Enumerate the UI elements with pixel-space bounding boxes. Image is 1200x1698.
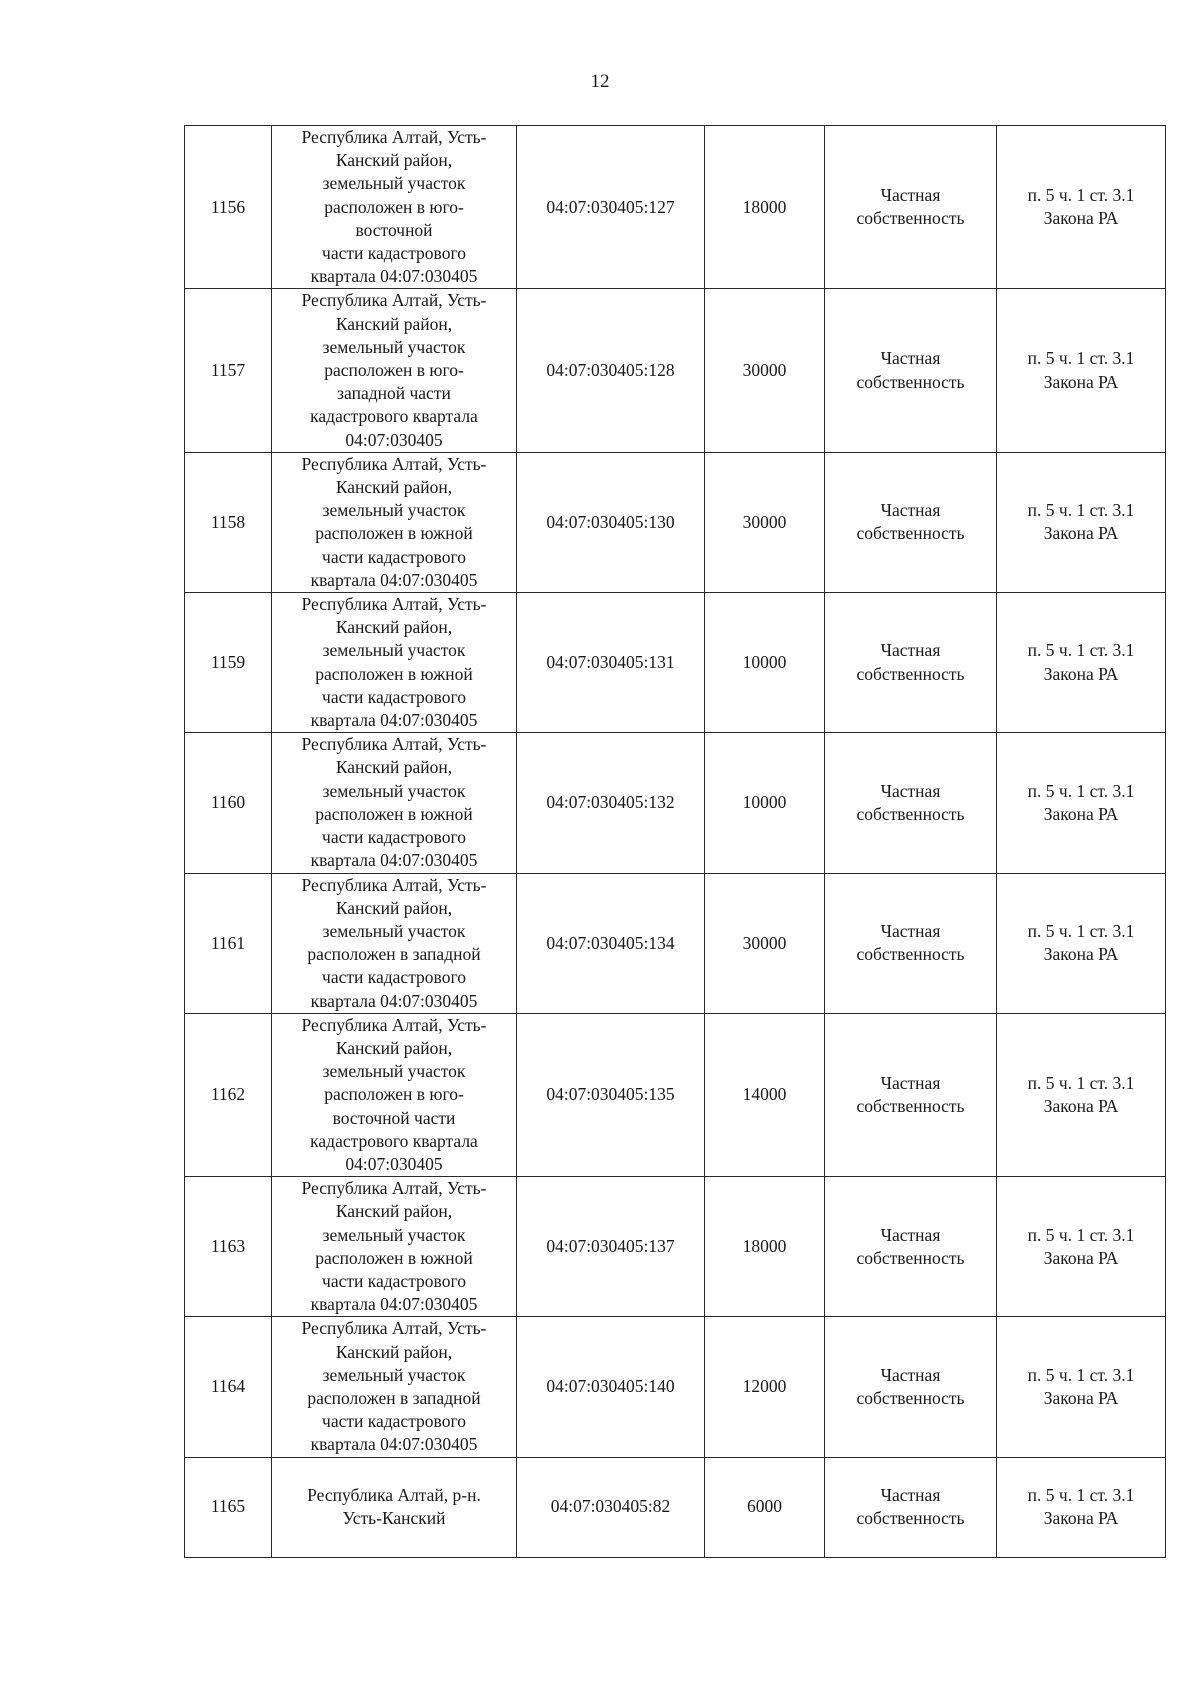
legal-basis-line: Закона РА [1043,208,1119,229]
ownership-line: Частная [880,1224,941,1245]
ownership-line: Частная [880,640,941,661]
address-line: земельный участок [322,500,466,521]
ownership-line: собственность [856,208,965,229]
address-line: земельный участок [322,1224,466,1245]
cadastral-number: 04:07:030405:128 [517,289,705,452]
ownership-line: собственность [856,1095,965,1116]
address-line: Республика Алтай, Усть- [301,874,487,895]
address-line: 04:07:030405 [345,1153,443,1174]
address-line: Канский район, [335,897,453,918]
address-cell [272,873,517,1013]
cadastral-number: 04:07:030405:132 [517,733,705,873]
address-line: земельный участок [322,920,466,941]
address-line: Республика Алтай, Усть- [301,290,487,311]
ownership-cell [825,873,997,1013]
cadastral-number: 04:07:030405:127 [517,126,705,289]
row-number: 1157 [185,289,272,452]
row-number: 1165 [185,1457,272,1557]
address-line: восточной части [332,1107,456,1128]
ownership-line: собственность [856,371,965,392]
legal-basis-line: Закона РА [1043,523,1119,544]
legal-basis-line: п. 5 ч. 1 ст. 3.1 [1027,920,1135,941]
address-line: Канский район, [335,150,453,171]
address-cell [272,1177,517,1317]
address-line: Канский район, [335,313,453,334]
row-number: 1156 [185,126,272,289]
address-cell [272,733,517,873]
ownership-line: собственность [856,1508,965,1529]
ownership-line: собственность [856,1247,965,1268]
ownership-line: собственность [856,1387,965,1408]
address-line: Канский район, [335,757,453,778]
address-line: Республика Алтай, Усть- [301,1318,487,1339]
address-line: расположен в юго- [324,360,464,381]
legal-basis-cell [997,873,1166,1013]
address-cell [272,1457,517,1557]
area-value: 6000 [705,1457,825,1557]
table-row [185,1013,1166,1176]
cadastral-number: 04:07:030405:140 [517,1317,705,1457]
cadastral-number: 04:07:030405:137 [517,1177,705,1317]
legal-basis-line: Закона РА [1043,1387,1119,1408]
table-row [185,1177,1166,1317]
ownership-line: Частная [880,920,941,941]
legal-basis-line: п. 5 ч. 1 ст. 3.1 [1027,780,1135,801]
area-value: 18000 [705,126,825,289]
row-number: 1160 [185,733,272,873]
legal-basis-line: п. 5 ч. 1 ст. 3.1 [1027,1224,1135,1245]
ownership-line: Частная [880,780,941,801]
table-row [185,289,1166,452]
address-line: Республика Алтай, Усть- [301,1178,487,1199]
cadastral-number: 04:07:030405:82 [517,1457,705,1557]
ownership-line: собственность [856,944,965,965]
row-number: 1158 [185,452,272,592]
address-line: квартала 04:07:030405 [310,990,478,1011]
ownership-cell [825,593,997,733]
land-plots-table [184,125,1166,1558]
legal-basis-line: п. 5 ч. 1 ст. 3.1 [1027,1072,1135,1093]
address-line: квартала 04:07:030405 [310,1294,478,1315]
cadastral-number: 04:07:030405:134 [517,873,705,1013]
cadastral-number: 04:07:030405:131 [517,593,705,733]
address-cell [272,593,517,733]
address-cell [272,1013,517,1176]
ownership-line: Частная [880,185,941,205]
area-value: 10000 [705,593,825,733]
ownership-cell [825,1177,997,1317]
address-line: 04:07:030405 [345,429,443,450]
legal-basis-cell [997,1013,1166,1176]
address-line: части кадастрового [322,1411,466,1432]
legal-basis-cell [997,452,1166,592]
address-line: квартала 04:07:030405 [310,850,478,871]
address-line: расположен в западной [307,944,481,965]
address-cell [272,126,517,289]
table-row [185,873,1166,1013]
address-line: части кадастрового [322,546,466,567]
row-number: 1163 [185,1177,272,1317]
legal-basis-line: п. 5 ч. 1 ст. 3.1 [1027,1364,1135,1385]
ownership-line: Частная [880,1484,941,1505]
ownership-cell [825,452,997,592]
address-line: расположен в юго- [324,1084,464,1105]
address-line: расположен в юго- [324,196,464,217]
table-row [185,452,1166,592]
address-line: восточной [355,219,433,240]
cadastral-number: 04:07:030405:135 [517,1013,705,1176]
address-line: земельный участок [322,336,466,357]
ownership-cell [825,733,997,873]
address-line: земельный участок [322,1364,466,1385]
legal-basis-cell [997,1317,1166,1457]
legal-basis-line: Закона РА [1043,1508,1119,1529]
address-line: Республика Алтай, Усть- [301,734,487,755]
ownership-line: Частная [880,348,941,369]
legal-basis-cell [997,733,1166,873]
address-line: земельный участок [322,640,466,661]
area-value: 30000 [705,873,825,1013]
ownership-line: Частная [880,1072,941,1093]
cadastral-number: 04:07:030405:130 [517,452,705,592]
address-line: расположен в южной [315,803,473,824]
legal-basis-line: п. 5 ч. 1 ст. 3.1 [1027,185,1135,205]
address-line: Республика Алтай, Усть- [301,1014,487,1035]
address-line: части кадастрового [322,686,466,707]
table-body [185,126,1166,1558]
address-line: части кадастрового [322,243,466,264]
address-line: кадастрового квартала [310,406,478,427]
table-row [185,1317,1166,1457]
address-line: Канский район, [335,1201,453,1222]
ownership-cell [825,126,997,289]
legal-basis-line: п. 5 ч. 1 ст. 3.1 [1027,348,1135,369]
table-row [185,593,1166,733]
address-line: квартала 04:07:030405 [310,266,478,287]
table-row [185,1457,1166,1557]
address-line: расположен в западной [307,1387,481,1408]
address-line: Республика Алтай, Усть- [301,453,487,474]
address-line: земельный участок [322,173,466,194]
ownership-line: собственность [856,523,965,544]
address-line: Канский район, [335,617,453,638]
address-line: части кадастрового [322,967,466,988]
ownership-cell [825,1317,997,1457]
area-value: 12000 [705,1317,825,1457]
legal-basis-line: п. 5 ч. 1 ст. 3.1 [1027,640,1135,661]
legal-basis-cell [997,126,1166,289]
address-cell [272,289,517,452]
address-line: Канский район, [335,1037,453,1058]
legal-basis-line: п. 5 ч. 1 ст. 3.1 [1027,1484,1135,1505]
legal-basis-line: Закона РА [1043,663,1119,684]
address-line: Республика Алтай, Усть- [301,594,487,615]
address-line: квартала 04:07:030405 [310,710,478,731]
table-row [185,733,1166,873]
address-line: квартала 04:07:030405 [310,569,478,590]
legal-basis-line: Закона РА [1043,371,1119,392]
address-line: части кадастрового [322,1270,466,1291]
legal-basis-cell [997,1177,1166,1317]
ownership-cell [825,1457,997,1557]
row-number: 1159 [185,593,272,733]
legal-basis-cell [997,593,1166,733]
address-line: расположен в южной [315,663,473,684]
address-line: части кадастрового [322,827,466,848]
area-value: 30000 [705,452,825,592]
legal-basis-line: Закона РА [1043,944,1119,965]
area-value: 30000 [705,289,825,452]
area-value: 14000 [705,1013,825,1176]
legal-basis-line: п. 5 ч. 1 ст. 3.1 [1027,500,1135,521]
address-line: Канский район, [335,1341,453,1362]
address-line: западной части [337,383,451,404]
address-line: расположен в южной [315,1247,473,1268]
address-line: земельный участок [322,780,466,801]
legal-basis-cell [997,1457,1166,1557]
legal-basis-line: Закона РА [1043,1247,1119,1268]
address-line: Республика Алтай, Усть- [301,127,487,147]
row-number: 1161 [185,873,272,1013]
area-value: 18000 [705,1177,825,1317]
ownership-cell [825,289,997,452]
legal-basis-line: Закона РА [1043,803,1119,824]
address-cell [272,1317,517,1457]
address-line: кадастрового квартала [310,1130,478,1151]
ownership-line: Частная [880,1364,941,1385]
ownership-line: собственность [856,663,965,684]
ownership-line: Частная [880,500,941,521]
ownership-line: собственность [856,803,965,824]
area-value: 10000 [705,733,825,873]
address-line: земельный участок [322,1061,466,1082]
row-number: 1162 [185,1013,272,1176]
row-number: 1164 [185,1317,272,1457]
page-number: 12 [590,71,610,92]
address-line: Канский район, [335,477,453,498]
address-line: расположен в южной [315,523,473,544]
address-cell [272,452,517,592]
legal-basis-line: Закона РА [1043,1095,1119,1116]
ownership-cell [825,1013,997,1176]
legal-basis-cell [997,289,1166,452]
address-line: Усть-Канский [342,1508,446,1529]
table-row [185,126,1166,289]
address-line: квартала 04:07:030405 [310,1434,478,1455]
address-line: Республика Алтай, р-н. [307,1484,481,1505]
